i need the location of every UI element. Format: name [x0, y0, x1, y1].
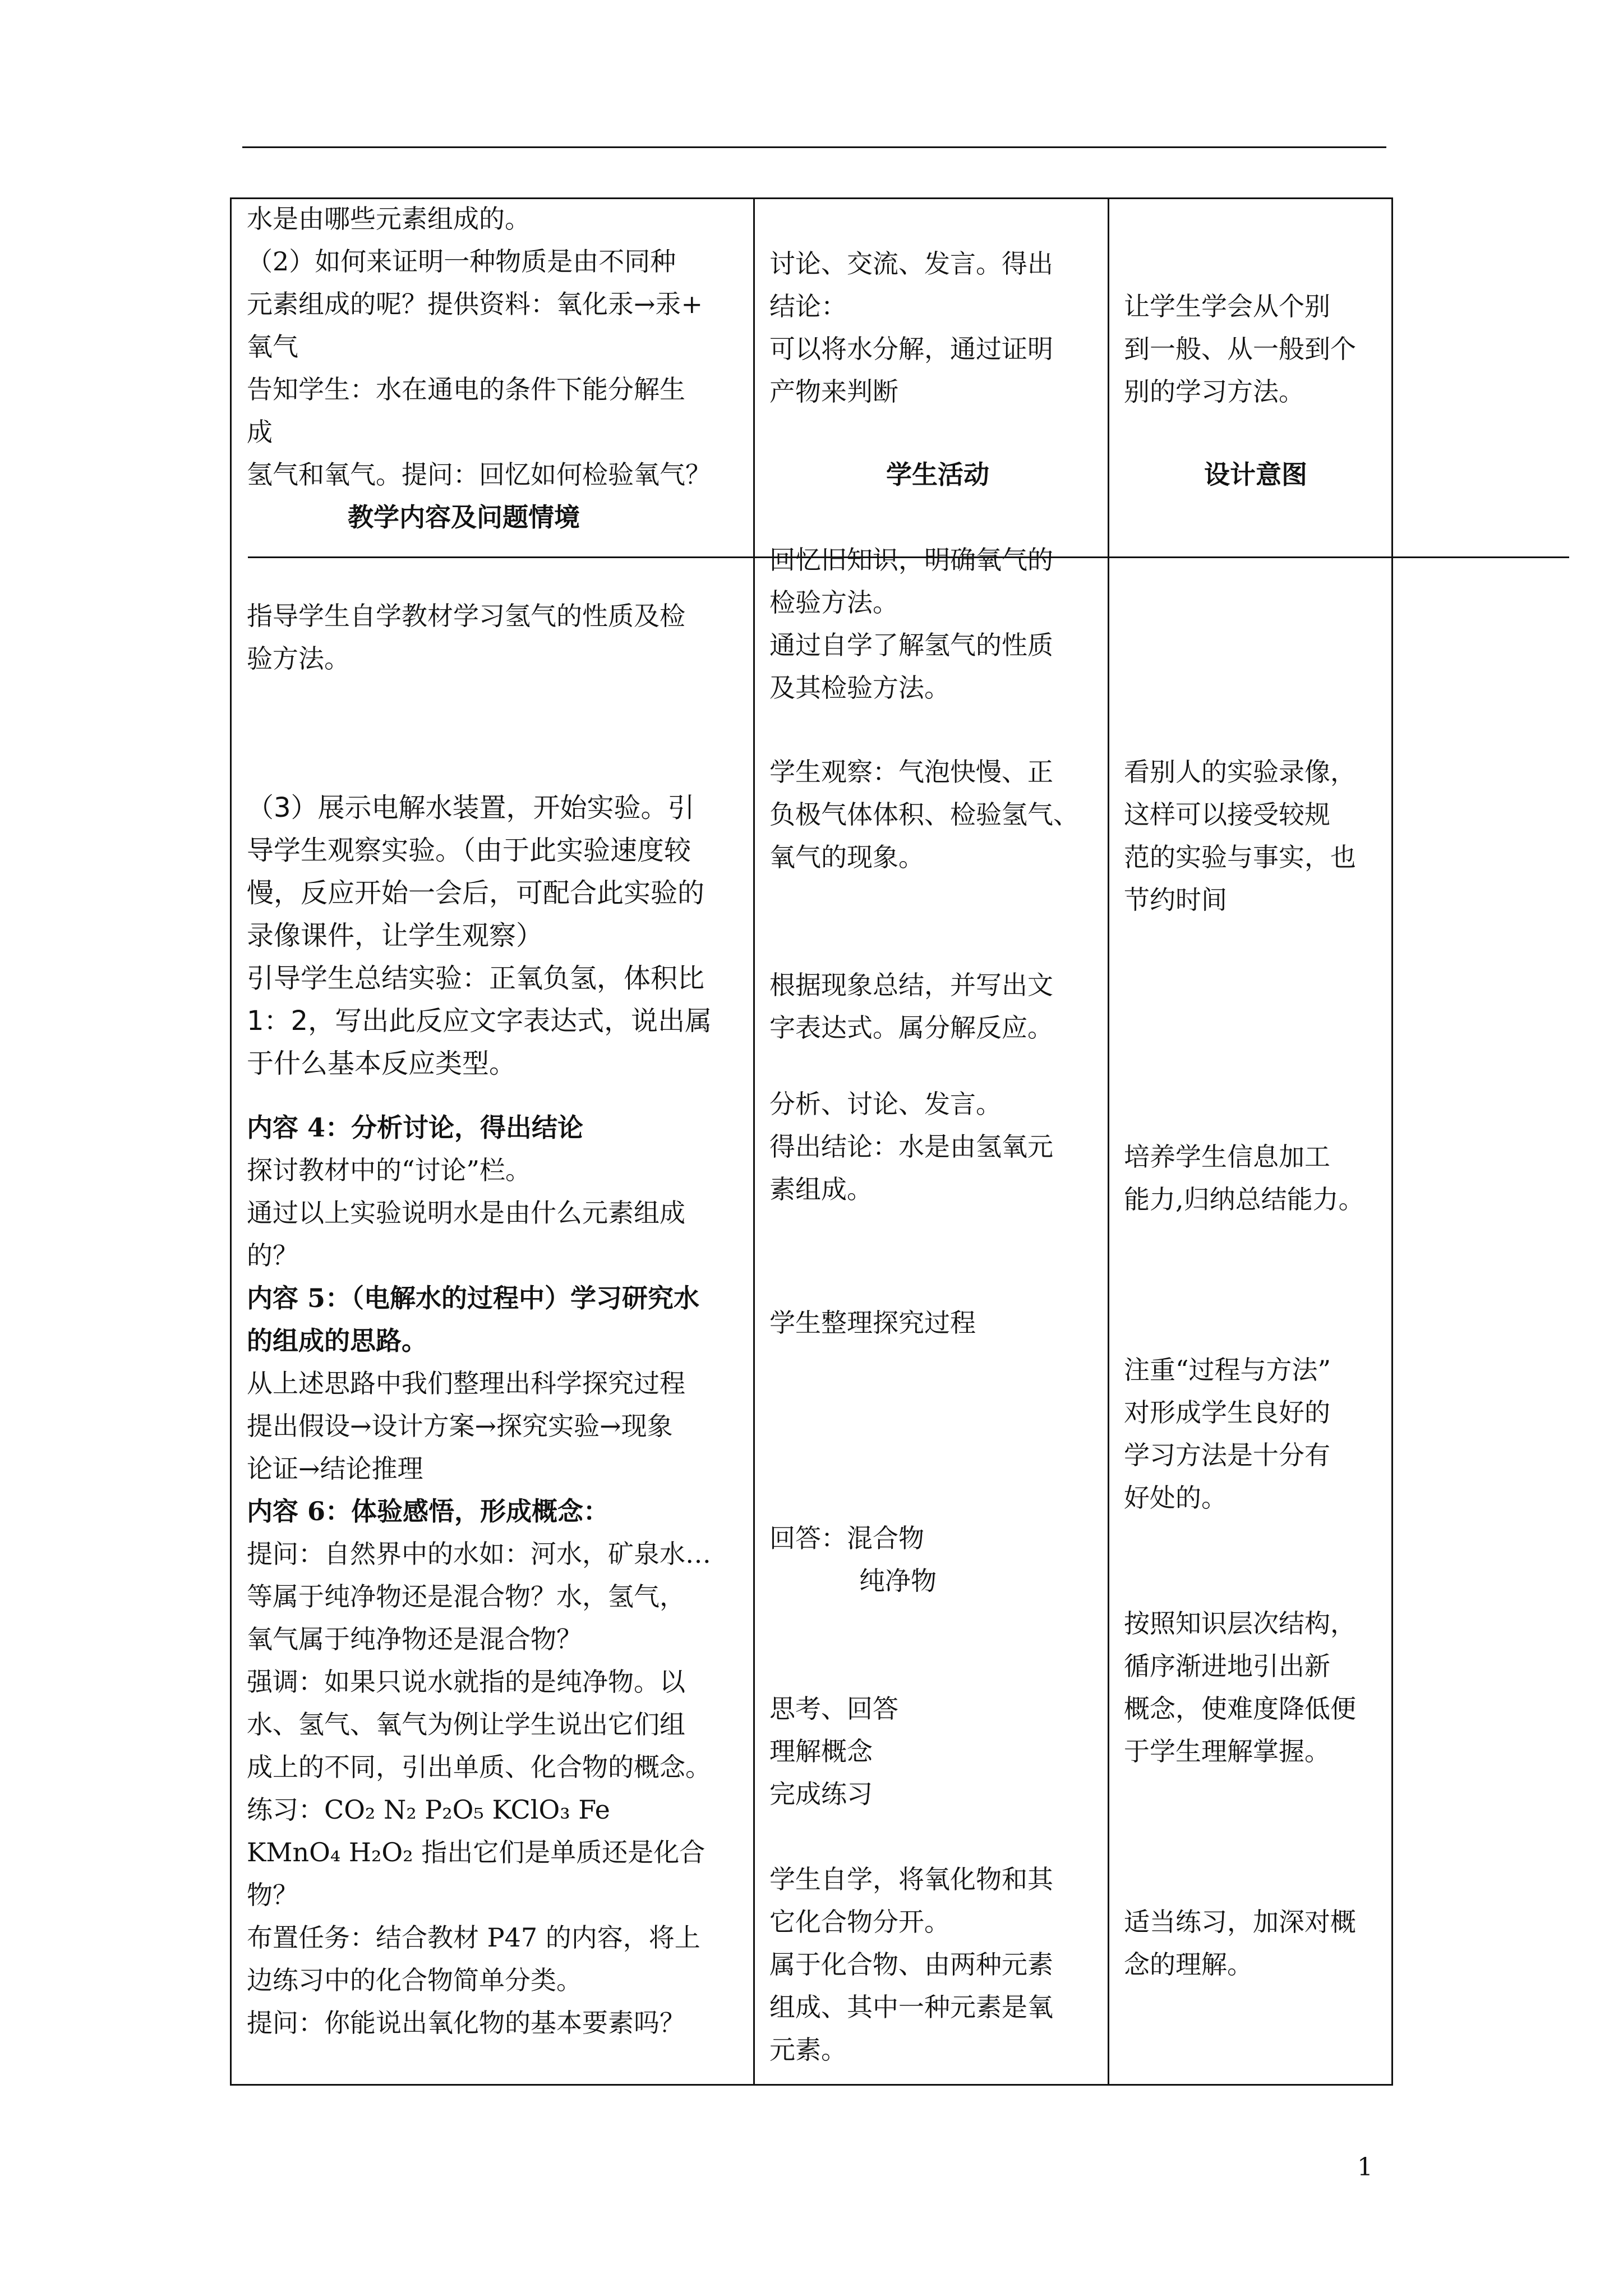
- text-line: 负极气体体积、检验氢气、: [769, 799, 1079, 830]
- text-line: 验方法。: [247, 643, 350, 674]
- text-line: 成: [247, 417, 273, 447]
- text-line: 提问：你能说出氧化物的基本要素吗？: [247, 2008, 685, 2038]
- col2-think: [769, 1687, 1106, 1815]
- text-line: 物？: [247, 1880, 298, 1910]
- section-title: 的组成的思路。: [247, 1326, 427, 1356]
- text-line: 到一般、从一般到个: [1124, 334, 1356, 364]
- text-line: 可以将水分解，通过证明: [769, 334, 1053, 364]
- text-line: 按照知识层次结构，: [1124, 1608, 1356, 1639]
- column-header: 教学内容及问题情境: [348, 502, 580, 532]
- text-line: 结论：: [769, 291, 847, 321]
- column-divider: [753, 199, 755, 2084]
- text-line: 这样可以接受较规: [1124, 799, 1330, 830]
- text-line: 导学生观察实验。（由于此实验速度较: [247, 835, 691, 866]
- text-line: 好处的。: [1124, 1483, 1227, 1513]
- text-line: 完成练习: [769, 1779, 873, 1809]
- text-line: 素组成。: [769, 1174, 873, 1204]
- text-line: 思考、回答: [769, 1694, 898, 1724]
- col3-info: [1124, 1135, 1387, 1221]
- text-line: 录像课件，让学生观察）: [247, 920, 543, 951]
- text-line: 产物来判断: [769, 376, 898, 407]
- text-line: 论证→结论推理: [247, 1453, 423, 1484]
- text-line: 检验方法。: [769, 587, 898, 618]
- col1-top-block: [247, 197, 751, 539]
- text-line: 告知学生：水在通电的条件下能分解生: [247, 374, 685, 404]
- text-line: 分析、讨论、发言。: [769, 1089, 1002, 1119]
- text-line: 布置任务：结合教材 P47 的内容，将上: [247, 1922, 700, 1953]
- text-line: 氧气: [247, 332, 298, 362]
- text-line: 通过以上实验说明水是由什么元素组成: [247, 1198, 685, 1228]
- text-line: 属于化合物、由两种元素: [769, 1949, 1053, 1980]
- col3-header-wrap: [1124, 453, 1387, 496]
- text-line: 学习方法是十分有: [1124, 1440, 1330, 1470]
- col1-contents: [247, 1106, 751, 2044]
- text-line: 通过自学了解氢气的性质: [769, 630, 1053, 660]
- text-line: 于学生理解掌握。: [1124, 1736, 1330, 1766]
- text-line: 学生观察：气泡快慢、正: [769, 757, 1053, 787]
- text-line: 强调：如果只说水就指的是纯净物。以: [247, 1667, 685, 1697]
- text-line: 氧气属于纯净物还是混合物？: [247, 1624, 582, 1654]
- text-line: 等属于纯净物还是混合物？水，氢气，: [247, 1581, 685, 1612]
- text-line: 元素。: [769, 2035, 847, 2065]
- col2-discussion: [769, 242, 1106, 413]
- text-line: 的？: [247, 1240, 298, 1271]
- text-line: 适当练习，加深对概: [1124, 1907, 1356, 1937]
- text-line: 学生整理探究过程: [769, 1308, 976, 1338]
- text-line: 让学生学会从个别: [1124, 291, 1330, 321]
- text-line: 纯净物: [859, 1566, 937, 1596]
- text-line: 1：2，写出此反应文字表达式，说出属: [247, 1005, 712, 1037]
- col2-answer: [769, 1517, 1106, 1602]
- col3-process: [1124, 1349, 1387, 1519]
- text-line: 节约时间: [1124, 885, 1227, 915]
- text-line: 学生自学，将氧化物和其: [769, 1864, 1053, 1894]
- text-line: （3）展示电解水装置，开始实验。引: [247, 792, 695, 823]
- text-line: 看别人的实验录像，: [1124, 757, 1356, 787]
- text-line: 引导学生总结实验：正氧负氢，体积比: [247, 963, 705, 994]
- text-line: 字表达式。属分解反应。: [769, 1013, 1053, 1043]
- text-line: 元素组成的呢？提供资料：氧化汞→汞+: [247, 289, 703, 319]
- col3-video: [1124, 751, 1387, 921]
- text-line: 根据现象总结，并写出文: [769, 970, 1053, 1000]
- col2-organize: [769, 1301, 1106, 1344]
- text-line: 边练习中的化合物简单分类。: [247, 1965, 582, 1995]
- col3-method: [1124, 285, 1387, 413]
- text-line: 回答：混合物: [769, 1523, 924, 1553]
- text-line: 指导学生自学教材学习氢气的性质及检: [247, 601, 685, 631]
- text-line: 讨论、交流、发言。得出: [769, 249, 1053, 279]
- column-header: 学生活动: [886, 459, 989, 490]
- text-line: 理解概念: [769, 1736, 873, 1766]
- text-line: 组成、其中一种元素是氧: [769, 1992, 1053, 2022]
- col3-practice: [1124, 1901, 1387, 1986]
- section-title: 内容 5：（电解水的过程中）学习研究水: [247, 1283, 700, 1313]
- text-line: 提出假设→设计方案→探究实验→现象: [247, 1411, 673, 1441]
- section-title: 内容 6：体验感悟，形成概念：: [247, 1496, 610, 1526]
- section-title: 内容 4：分析讨论，得出结论: [247, 1112, 584, 1143]
- column-divider: [1108, 199, 1109, 2084]
- text-line: 它化合物分开。: [769, 1907, 950, 1937]
- page-number: 1: [1357, 2153, 1373, 2182]
- text-line: 成上的不同，引出单质、化合物的概念。: [247, 1752, 711, 1782]
- col1-experiment: [247, 786, 751, 1085]
- header-rule: [242, 146, 1386, 148]
- text-line: 范的实验与事实，也: [1124, 842, 1356, 872]
- text-line: （2）如何来证明一种物质是由不同种: [247, 246, 676, 277]
- text-line: 别的学习方法。: [1124, 376, 1304, 407]
- col2-self-study: [769, 1858, 1106, 2071]
- text-line: KMnO₄ H₂O₂ 指出它们是单质还是化合: [247, 1837, 706, 1867]
- text-line: 回忆旧知识，明确氧气的: [769, 545, 1053, 575]
- text-line: 探讨教材中的“讨论”栏。: [247, 1155, 532, 1185]
- text-line: 提问：自然界中的水如：河水，矿泉水…: [247, 1539, 711, 1569]
- column-header: 设计意图: [1204, 459, 1307, 490]
- text-line: 水、氢气、氧气为例让学生说出它们组: [247, 1709, 685, 1740]
- col2-analysis: [769, 1083, 1106, 1211]
- text-line: 氧气的现象。: [769, 842, 924, 872]
- col2-recall: [769, 539, 1106, 709]
- text-line: 水是由哪些元素组成的。: [247, 204, 531, 234]
- text-line: 氢气和氧气。提问：回忆如何检验氧气？: [247, 459, 711, 490]
- col1-self-study: [247, 595, 751, 680]
- text-line: 从上述思路中我们整理出科学探究过程: [247, 1368, 685, 1398]
- text-line: 概念，使难度降低便: [1124, 1694, 1356, 1724]
- text-line: 得出结论：水是由氢氧元: [769, 1131, 1053, 1162]
- col3-hierarchy: [1124, 1602, 1387, 1773]
- text-line: 慢，反应开始一会后，可配合此实验的: [247, 877, 705, 909]
- text-line: 及其检验方法。: [769, 673, 950, 703]
- text-line: 能力,归纳总结能力。: [1124, 1184, 1364, 1214]
- col2-observe: [769, 751, 1106, 878]
- text-line: 练习：CO₂ N₂ P₂O₅ KClO₃ Fe: [247, 1795, 610, 1825]
- text-line: 培养学生信息加工: [1124, 1142, 1330, 1172]
- text-line: 于什么基本反应类型。: [247, 1048, 517, 1079]
- text-line: 念的理解。: [1124, 1949, 1253, 1980]
- text-line: 循序渐进地引出新: [1124, 1651, 1330, 1681]
- col2-summary: [769, 964, 1106, 1049]
- col2-header-wrap: [769, 453, 1106, 496]
- text-line: 注重“过程与方法”: [1124, 1355, 1331, 1385]
- text-line: 对形成学生良好的: [1124, 1397, 1330, 1428]
